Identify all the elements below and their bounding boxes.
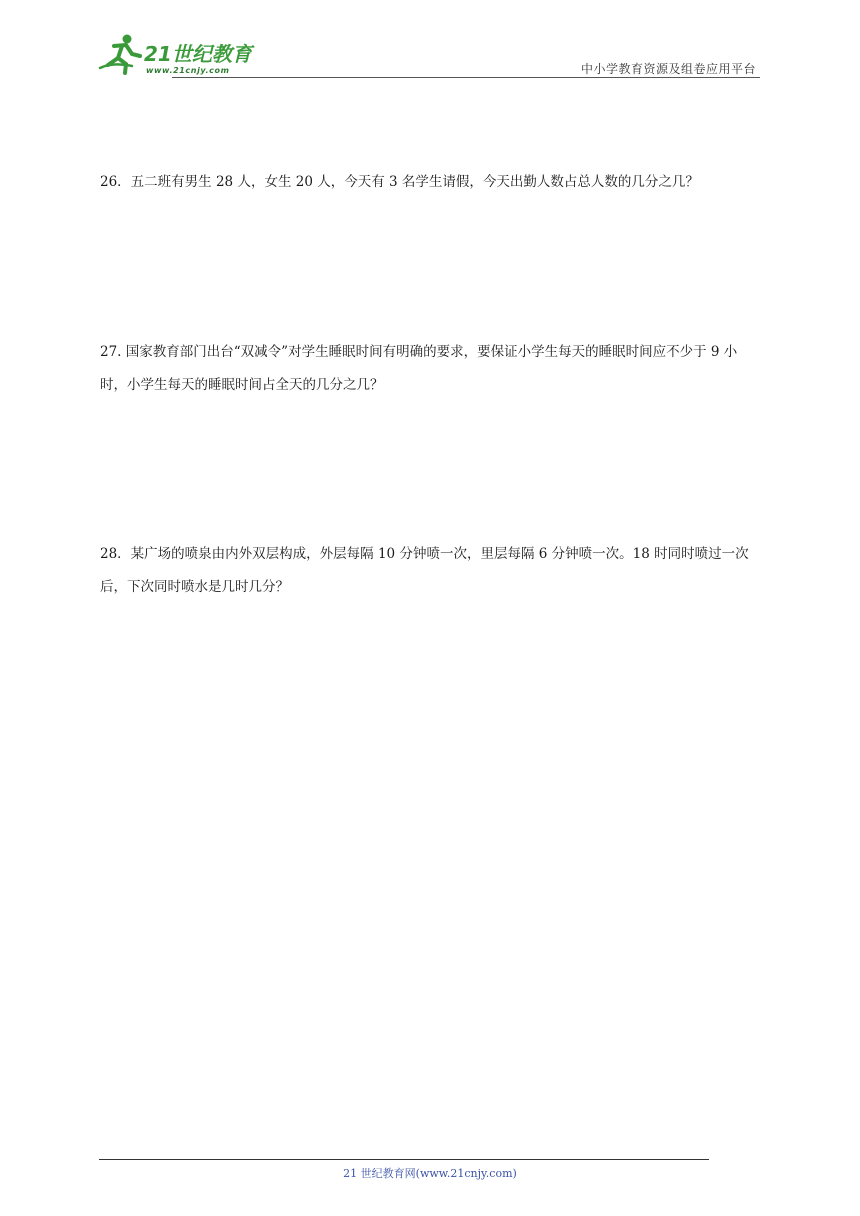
brand-logo [92,32,262,76]
question-28: 28．某广场的喷泉由内外双层构成，外层每隔 10 分钟喷一次，里层每隔 6 分钟喷一次。18 时同时喷过一次后，下次同时喷水是几时几分？ [100,546,749,595]
footer-text: 21 世纪教育网(www.21cnjy.com) [343,1167,517,1180]
footer-divider [99,1159,709,1160]
logo-url-text: www.21cnjy.com [146,66,230,75]
header-divider [172,77,760,78]
runner-logo-icon [92,32,262,76]
page-header [92,28,760,80]
question-27: 27. 国家教育部门出台“双减令”对学生睡眠时间有明确的要求，要保证小学生每天的睡眠时间应不少于 9 小时，小学生每天的睡眠时间占全天的几分之几？ [100,344,738,393]
header-tagline: 中小学教育资源及组卷应用平台 [580,62,756,76]
logo-brand-text: 21世纪教育 [144,42,252,66]
question-26: 26．五二班有男生 28 人，女生 20 人，今天有 3 名学生请假，今天出勤人数占总人数的几分之几？ [100,174,699,190]
